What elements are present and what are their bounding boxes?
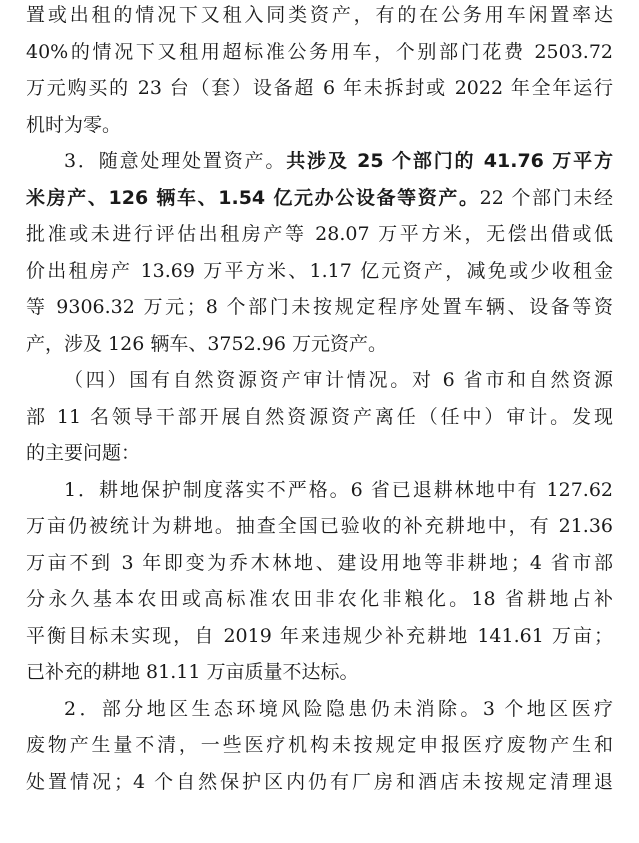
text-line: 的主要问题： xyxy=(26,442,141,464)
text-line xyxy=(26,180,613,217)
text-line: 废物产生量不清，一些医疗机构未按规定申报医疗废物产生和 xyxy=(26,734,613,756)
text-line: 批准或未进行评估出租房产等 28.07 万平方米，无偿出借或低 xyxy=(26,223,613,245)
text-line: 万亩仍被统计为耕地。抽查全国已验收的补充耕地中，有 21.36 xyxy=(26,515,613,537)
section-natural-resources xyxy=(26,362,613,472)
item-heading: 1．耕地保护制度落实不严格。 xyxy=(64,478,351,501)
paragraph-asset-idle xyxy=(26,0,613,143)
text-span: 6 省已退耕林地中有 127.62 xyxy=(350,478,613,501)
section-heading-line: （四）国有自然资源资产审计情况。对 6 省市和自然资源 xyxy=(64,369,613,391)
text-line: 分永久基本农田或高标准农田非农化非粮化。18 省耕地占补 xyxy=(26,588,613,610)
text-line: 置或出租的情况下又租入同类资产，有的在公务用车闲置率达 xyxy=(26,4,613,26)
bold-summary: 共涉及 25 个部门的 41.76 万平方 xyxy=(286,150,613,172)
item-heading: 2．部分地区生态环境风险隐患仍未消除。 xyxy=(64,697,483,720)
text-line: 40%的情况下又租用超标准公务用车，个别部门花费 2503.72 xyxy=(26,40,613,63)
text-line: 价出租房产 13.69 万平方米、1.17 亿元资产，减免或少收租金 xyxy=(26,259,613,282)
paragraph-farmland-protection xyxy=(26,472,613,691)
text-line: 产，涉及 126 辆车、3752.96 万元资产。 xyxy=(26,332,387,355)
paragraph-eco-risk xyxy=(26,691,613,801)
item-heading: 3．随意处理处置资产。 xyxy=(64,150,287,172)
text-line xyxy=(26,691,613,728)
paragraph-asset-disposal xyxy=(26,143,613,362)
text-line: 部 11 名领导干部开展自然资源资产离任（任中）审计。发现 xyxy=(26,405,613,428)
text-line: 万亩不到 3 年即变为乔木林地、建设用地等非耕地；4 省市部 xyxy=(26,551,613,574)
text-span: 3 个地区医疗 xyxy=(482,697,613,720)
bold-summary: 米房产、126 辆车、1.54 亿元办公设备等资产。 xyxy=(26,186,480,209)
text-line xyxy=(26,143,613,180)
text-span: 22 个部门未经 xyxy=(479,186,613,209)
text-line: 处置情况；4 个自然保护区内仍有厂房和酒店未按规定清理退 xyxy=(26,770,613,793)
text-line: 已补充的耕地 81.11 万亩质量不达标。 xyxy=(26,661,359,683)
text-line: 平衡目标未实现，自 2019 年来违规少补充耕地 141.61 万亩； xyxy=(26,624,613,647)
text-line: 等 9306.32 万元；8 个部门未按规定程序处置车辆、设备等资 xyxy=(26,296,613,318)
text-line: 机时为零。 xyxy=(26,113,122,136)
text-line: 万元购买的 23 台（套）设备超 6 年未拆封或 2022 年全年运行 xyxy=(26,77,613,99)
text-line xyxy=(26,472,613,509)
